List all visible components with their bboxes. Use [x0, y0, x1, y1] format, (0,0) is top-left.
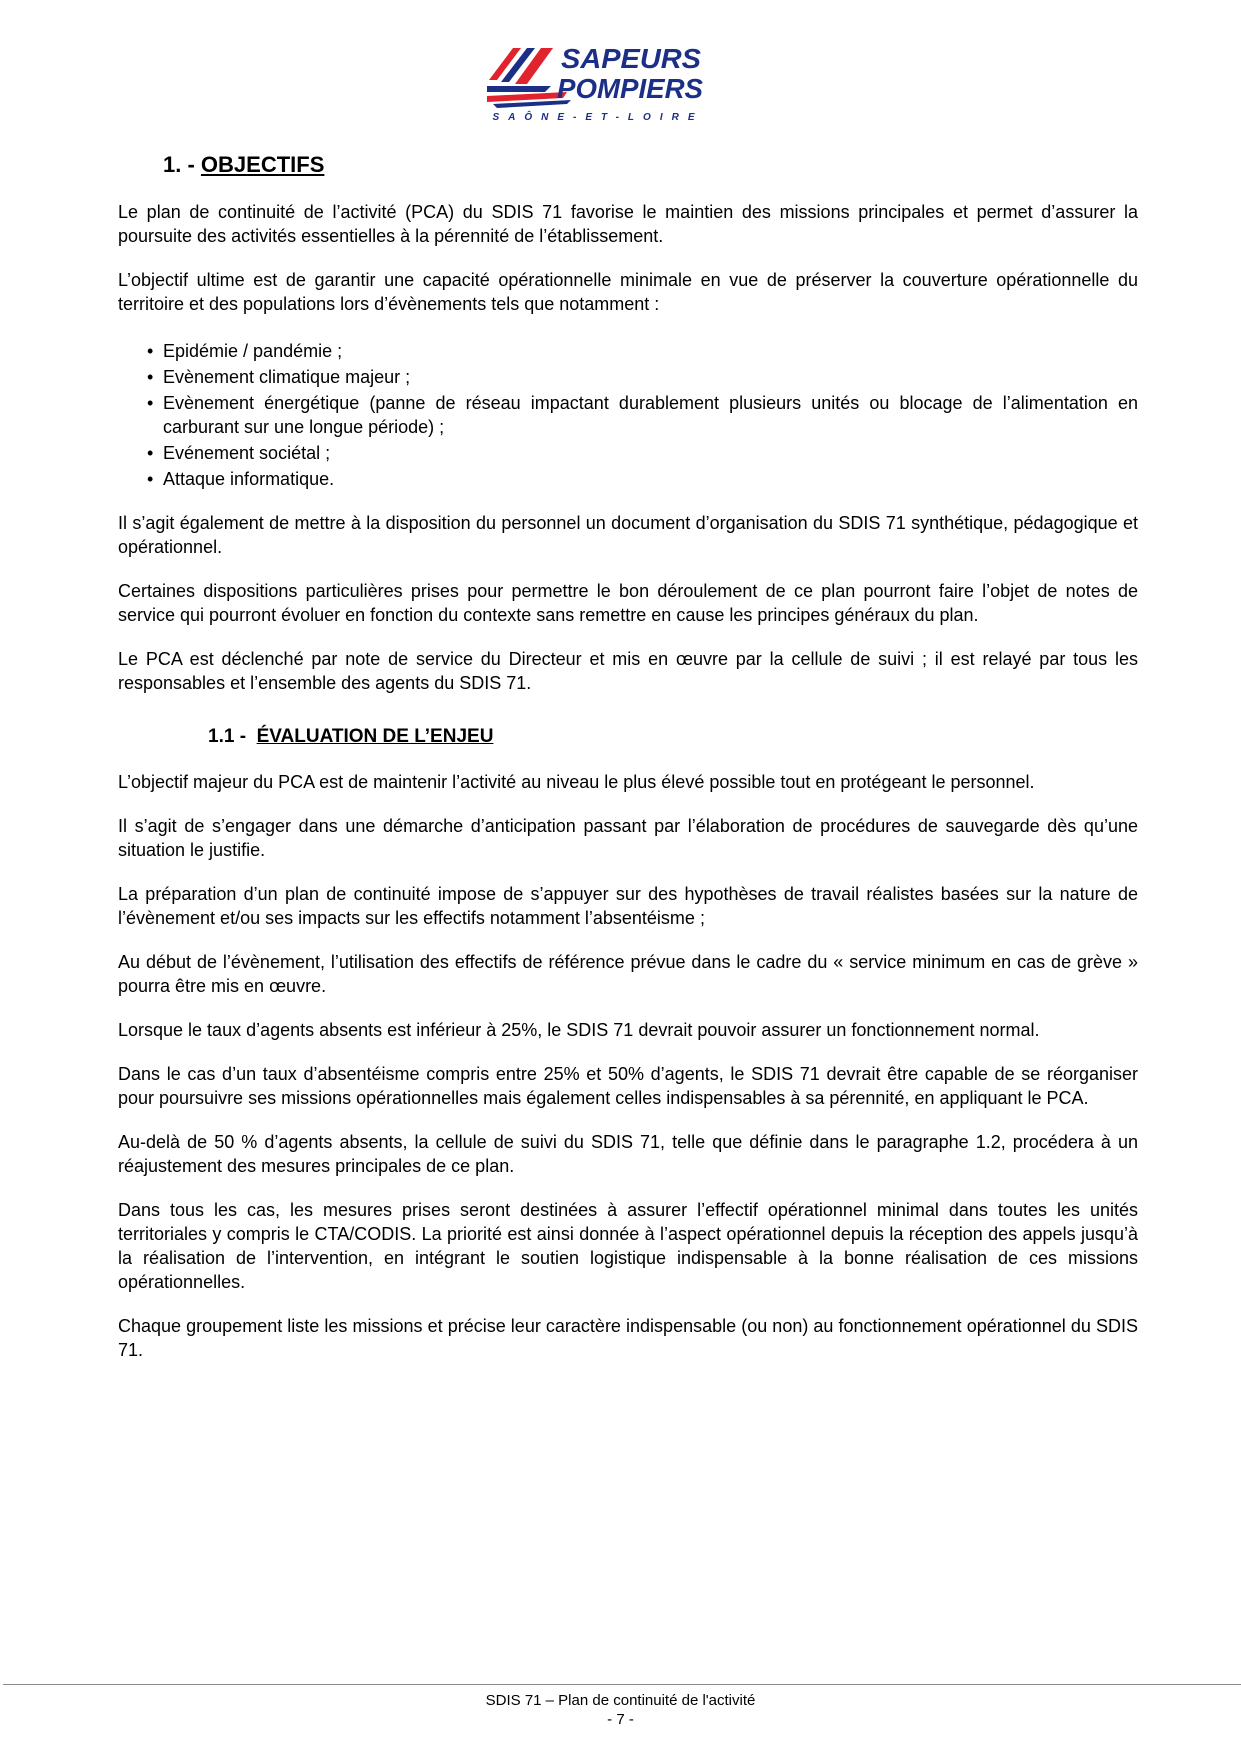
section-title: OBJECTIFS: [200, 152, 325, 177]
logo-tagline: SAÔNE-ET-LOIRE: [492, 112, 704, 123]
page-number: - 7 -: [607, 1711, 634, 1728]
paragraph: Chaque groupement liste les missions et précise leur caractère indispensable (ou non) au fonctionnement opérationnel du SDIS 71.: [118, 1316, 1138, 1360]
list-item: • Evènement énergétique (panne de réseau impactant durablement plusieurs unités ou blocage de l’alimentation en carburant sur une longue période) ;: [147, 393, 1138, 437]
logo-text-line1: SAPEURS: [561, 43, 702, 74]
bullet-icon: •: [147, 393, 154, 413]
paragraph: L’objectif ultime est de garantir une capacité opérationnelle minimale en vue de préserver la couverture opérationnelle du territoire et des populations lors d’évènements tels que notamment :: [118, 270, 1138, 314]
paragraph: Il s’agit de s’engager dans une démarche d’anticipation passant par l’élaboration de procédures de sauvegarde dès qu’une situation le justifie.: [118, 816, 1138, 860]
paragraph: Certaines dispositions particulières prises pour permettre le bon déroulement de ce plan pourront faire l’objet de notes de service qui pourront évoluer en fonction du contexte sans remettre en cause les principes généraux du plan.: [118, 581, 1138, 625]
footer-title: SDIS 71 – Plan de continuité de l'activité: [485, 1692, 756, 1709]
subsection-number: 1.1 -: [208, 726, 247, 747]
paragraph: Le plan de continuité de l’activité (PCA) du SDIS 71 favorise le maintien des missions principales et permet d’assurer la poursuite des activités essentielles à la pérennité de l’établissement.: [118, 202, 1138, 246]
document-body: [118, 150, 1138, 1382]
logo-text-line2: POMPIERS: [557, 73, 704, 104]
section-number: 1. -: [163, 152, 195, 177]
list-item: • Evénement sociétal ;: [147, 443, 331, 463]
list-item: • Epidémie / pandémie ;: [147, 341, 343, 361]
bullet-icon: •: [147, 367, 154, 387]
subsection-heading: [208, 724, 1138, 750]
section-heading: [163, 150, 1138, 180]
paragraph: Dans le cas d’un taux d’absentéisme compris entre 25% et 50% d’agents, le SDIS 71 devrait être capable de se réorganiser pour poursuivre ses missions opérationnelles mais également celles indispensables à sa pérennité, en appliquant le PCA.: [118, 1064, 1138, 1108]
bullet-list: [118, 339, 1138, 491]
paragraph: La préparation d’un plan de continuité impose de s’appuyer sur des hypothèses de travail réalistes basées sur la nature de l’évènement et/ou ses impacts sur les effectifs notamment l’absentéisme ;: [118, 884, 1138, 928]
paragraph: Le PCA est déclenché par note de service du Directeur et mis en œuvre par la cellule de suivi ; il est relayé par tous les responsables et l’ensemble des agents du SDIS 71.: [118, 649, 1138, 693]
paragraph: Au-delà de 50 % d’agents absents, la cellule de suivi du SDIS 71, telle que définie dans le paragraphe 1.2, procédera à un réajustement des mesures principales de ce plan.: [118, 1132, 1138, 1176]
paragraph: Lorsque le taux d’agents absents est inférieur à 25%, le SDIS 71 devrait pouvoir assurer un fonctionnement normal.: [118, 1020, 1040, 1040]
paragraph: Il s’agit également de mettre à la disposition du personnel un document d’organisation du SDIS 71 synthétique, pédagogique et opérationnel.: [118, 513, 1138, 557]
paragraph: L’objectif majeur du PCA est de maintenir l’activité au niveau le plus élevé possible tout en protégeant le personnel.: [118, 772, 1035, 792]
paragraph: Au début de l’évènement, l’utilisation des effectifs de référence prévue dans le cadre du « service minimum en cas de grève » pourra être mis en œuvre.: [118, 952, 1138, 996]
subsection-title: ÉVALUATION DE L’ENJEU: [256, 726, 494, 747]
footer-divider: [3, 1684, 1241, 1685]
paragraph: Dans tous les cas, les mesures prises seront destinées à assurer l’effectif opérationnel minimal dans toutes les unités territoriales y compris le CTA/CODIS. La priorité est ainsi donnée à l’aspect opérationnel depuis la réception des appels jusqu’à la réalisation de l’intervention, en intégrant le soutien logistique indispensable à la bonne réalisation de ces missions opérationnelles.: [118, 1200, 1138, 1292]
list-item: • Attaque informatique.: [147, 469, 335, 489]
bullet-icon: •: [147, 469, 154, 489]
bullet-icon: •: [147, 341, 154, 361]
bullet-icon: •: [147, 443, 154, 463]
list-item: • Evènement climatique majeur ;: [147, 367, 411, 387]
